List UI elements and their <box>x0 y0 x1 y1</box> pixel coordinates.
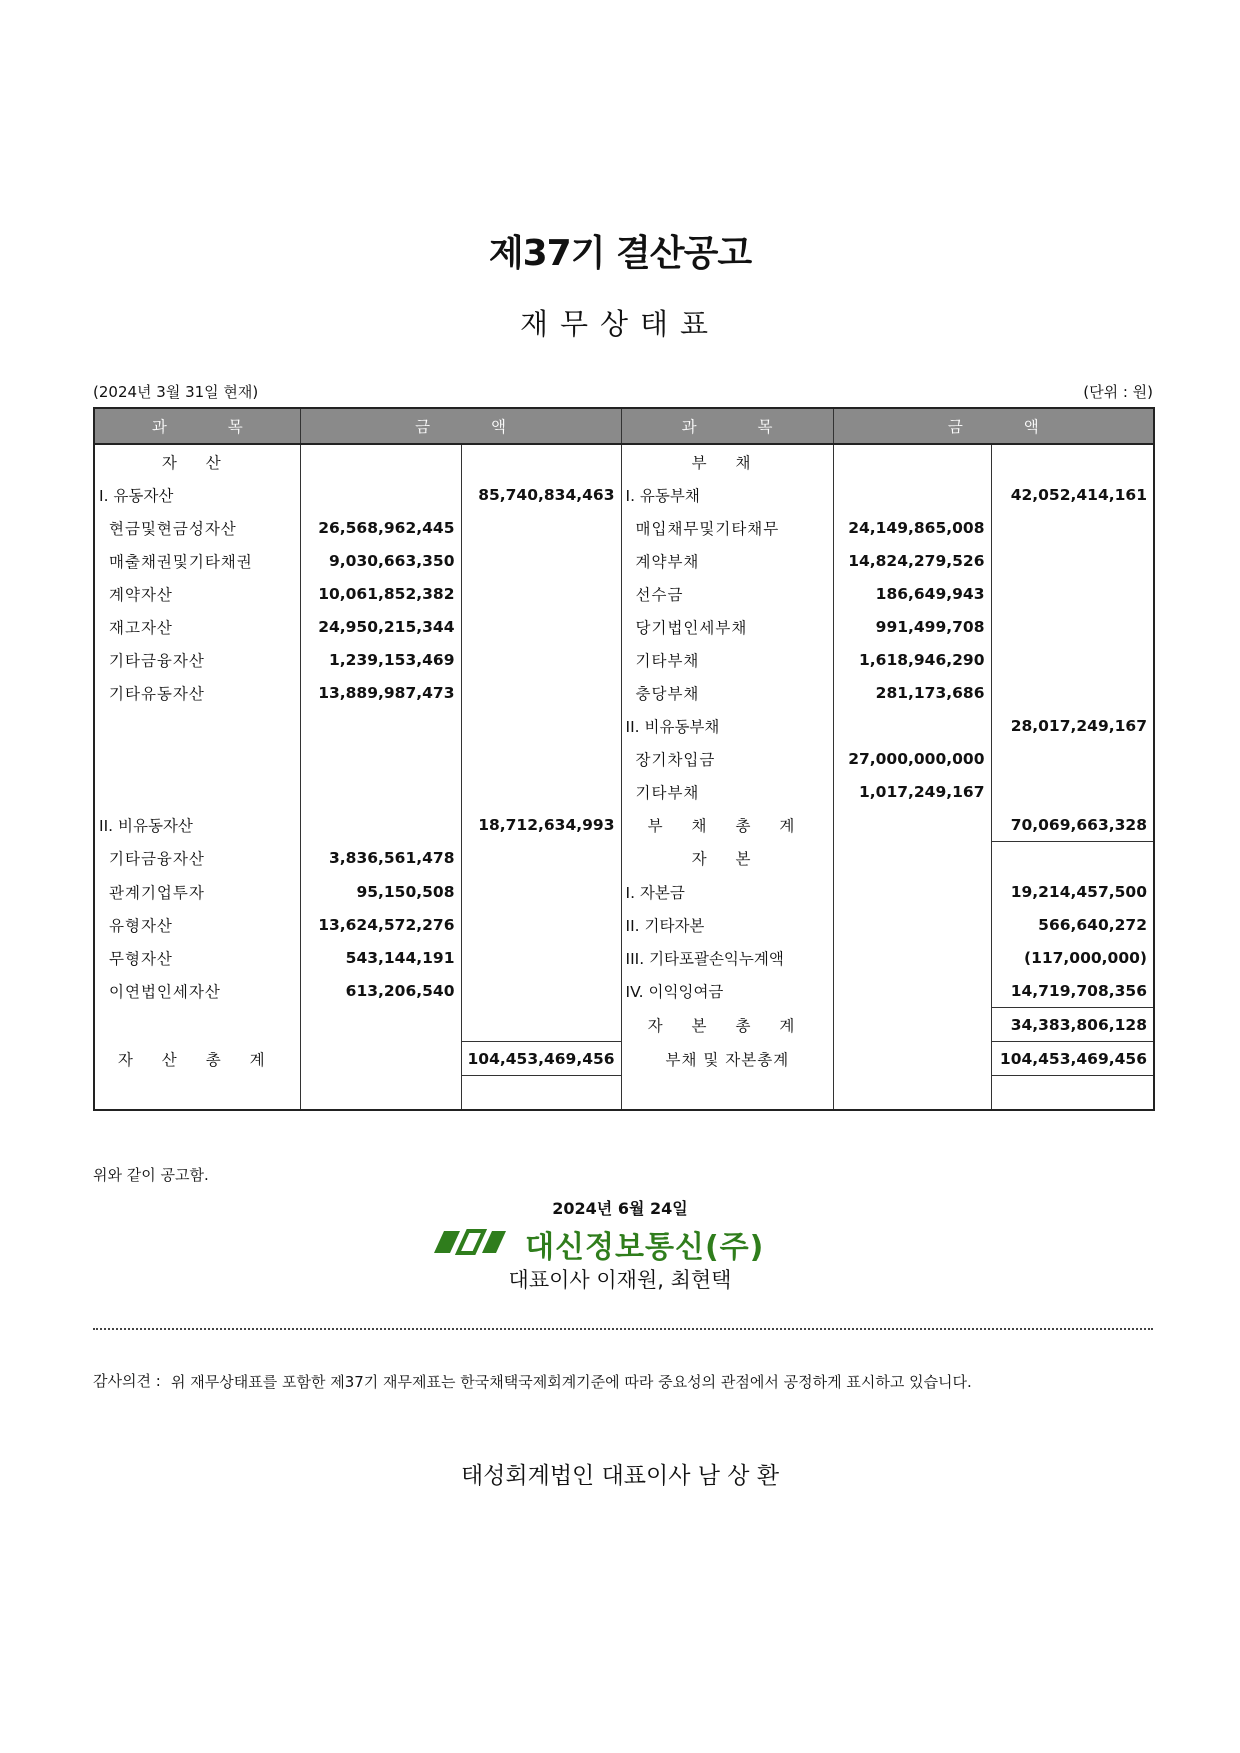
noncurrent-liabilities-label: II. 비유동부채 <box>621 709 833 742</box>
liability-item-label: 장기차입금 <box>621 742 833 775</box>
asset-item-value: 95,150,508 <box>300 875 461 908</box>
liability-item-value: 281,173,686 <box>833 676 991 709</box>
noncurrent-assets-label: II. 비유동자산 <box>94 808 300 842</box>
table-row <box>94 643 1154 676</box>
header-item-right: 과 목 <box>621 408 833 444</box>
liability-item-value: 186,649,943 <box>833 577 991 610</box>
header-amount-left: 금 액 <box>300 408 621 444</box>
asset-item-label: 기타금융자산 <box>94 842 300 876</box>
asset-item-value: 3,836,561,478 <box>300 842 461 876</box>
table-row <box>94 742 1154 775</box>
currency-unit: (단위 : 원) <box>1083 383 1153 401</box>
noncurrent-assets-total: 18,712,634,993 <box>461 808 621 842</box>
assets-heading: 자 산 <box>94 444 300 478</box>
table-row <box>94 808 1154 842</box>
liability-item-value: 27,000,000,000 <box>833 742 991 775</box>
liability-item-value: 1,618,946,290 <box>833 643 991 676</box>
liability-item-value: 991,499,708 <box>833 610 991 643</box>
noncurrent-liabilities-total: 28,017,249,167 <box>991 709 1154 742</box>
balance-sheet-table <box>93 407 1155 1111</box>
company-representative: 대표이사 이재원, 최현택 <box>508 1268 732 1292</box>
as-of-date: (2024년 3월 31일 현재) <box>93 383 259 401</box>
equity-item-value: 566,640,272 <box>991 908 1154 941</box>
company-name: 대신정보통신(주) <box>525 1230 765 1265</box>
table-header-row <box>94 408 1154 444</box>
asset-item-label: 관계기업투자 <box>94 875 300 908</box>
audit-opinion-text: 위 재무상태표를 포함한 제37기 재무제표는 한국채택국제회계기준에 따라 중요성의 관점에서 공정하게 표시하고 있습니다. <box>171 1373 972 1391</box>
company-logo <box>430 1222 764 1266</box>
asset-item-label: 매출채권및기타채권 <box>94 544 300 577</box>
liability-item-label: 기타부채 <box>621 643 833 676</box>
asset-item-label: 현금및현금성자산 <box>94 511 300 544</box>
total-liabilities-label: 부 채 총 계 <box>621 808 833 842</box>
table-row <box>94 444 1154 478</box>
liability-item-value: 14,824,279,526 <box>833 544 991 577</box>
asset-item-value: 24,950,215,344 <box>300 610 461 643</box>
header-amount-right: 금 액 <box>833 408 1154 444</box>
liability-item-label: 충당부채 <box>621 676 833 709</box>
asset-item-value: 13,624,572,276 <box>300 908 461 941</box>
equity-item-value: 19,214,457,500 <box>991 875 1154 908</box>
current-liabilities-label: I. 유동부채 <box>621 478 833 511</box>
liability-item-label: 선수금 <box>621 577 833 610</box>
total-equity-label: 자 본 총 계 <box>621 1008 833 1042</box>
liabilities-heading: 부 채 <box>621 444 833 478</box>
table-row <box>94 941 1154 974</box>
asset-item-label: 기타유동자산 <box>94 676 300 709</box>
company-emblem-icon <box>430 1227 510 1261</box>
table-row <box>94 577 1154 610</box>
table-row <box>94 775 1154 808</box>
audit-opinion-label: 감사의견 : <box>93 1372 161 1390</box>
asset-item-label: 무형자산 <box>94 941 300 974</box>
equity-heading: 자 본 <box>621 842 833 876</box>
table-row <box>94 842 1154 876</box>
current-liabilities-total: 42,052,414,161 <box>991 478 1154 511</box>
equity-item-label: II. 기타자본 <box>621 908 833 941</box>
liability-item-label: 계약부채 <box>621 544 833 577</box>
table-row <box>94 544 1154 577</box>
asset-item-value: 613,206,540 <box>300 974 461 1008</box>
header-item-left: 과 목 <box>94 408 300 444</box>
asset-item-label: 유형자산 <box>94 908 300 941</box>
total-assets-value: 104,453,469,456 <box>461 1042 621 1076</box>
equity-item-label: IV. 이익잉여금 <box>621 974 833 1008</box>
current-assets-total: 85,740,834,463 <box>461 478 621 511</box>
equity-item-value: (117,000,000) <box>991 941 1154 974</box>
table-row <box>94 908 1154 941</box>
asset-item-value: 1,239,153,469 <box>300 643 461 676</box>
dotted-divider <box>93 1328 1153 1330</box>
asset-item-value: 26,568,962,445 <box>300 511 461 544</box>
equity-item-label: III. 기타포괄손익누계액 <box>621 941 833 974</box>
current-assets-label: I. 유동자산 <box>94 478 300 511</box>
liability-item-value: 24,149,865,008 <box>833 511 991 544</box>
total-liabilities-equity-label: 부채 및 자본총계 <box>621 1042 833 1076</box>
asset-item-value: 10,061,852,382 <box>300 577 461 610</box>
total-liabilities-value: 70,069,663,328 <box>991 808 1154 842</box>
liability-item-value: 1,017,249,167 <box>833 775 991 808</box>
page-title: 제37기 결산공고 <box>488 233 752 274</box>
asset-item-value: 543,144,191 <box>300 941 461 974</box>
asset-item-label: 이연법인세자산 <box>94 974 300 1008</box>
equity-item-label: I. 자본금 <box>621 875 833 908</box>
table-row <box>94 1042 1154 1076</box>
table-row <box>94 974 1154 1008</box>
table-row <box>94 1008 1154 1042</box>
table-row <box>94 709 1154 742</box>
table-row <box>94 676 1154 709</box>
asset-item-label: 재고자산 <box>94 610 300 643</box>
asset-item-label: 기타금융자산 <box>94 643 300 676</box>
total-assets-label: 자 산 총 계 <box>94 1042 300 1076</box>
liability-item-label: 매입채무및기타채무 <box>621 511 833 544</box>
liability-item-label: 기타부채 <box>621 775 833 808</box>
auditor-signature: 태성회계법인 대표이사 남 상 환 <box>460 1463 780 1489</box>
asset-item-value: 13,889,987,473 <box>300 676 461 709</box>
closing-statement: 위와 같이 공고함. <box>93 1166 209 1184</box>
asset-item-value: 9,030,663,350 <box>300 544 461 577</box>
notice-date: 2024년 6월 24일 <box>552 1199 688 1218</box>
statement-subtitle: 재무상태표 <box>519 307 721 341</box>
table-row <box>94 511 1154 544</box>
total-liabilities-equity-value: 104,453,469,456 <box>991 1042 1154 1076</box>
table-row <box>94 478 1154 511</box>
liability-item-label: 당기법인세부채 <box>621 610 833 643</box>
asset-item-label: 계약자산 <box>94 577 300 610</box>
total-equity-value: 34,383,806,128 <box>991 1008 1154 1042</box>
table-row <box>94 875 1154 908</box>
table-row <box>94 1076 1154 1111</box>
table-row <box>94 610 1154 643</box>
equity-item-value: 14,719,708,356 <box>991 974 1154 1008</box>
